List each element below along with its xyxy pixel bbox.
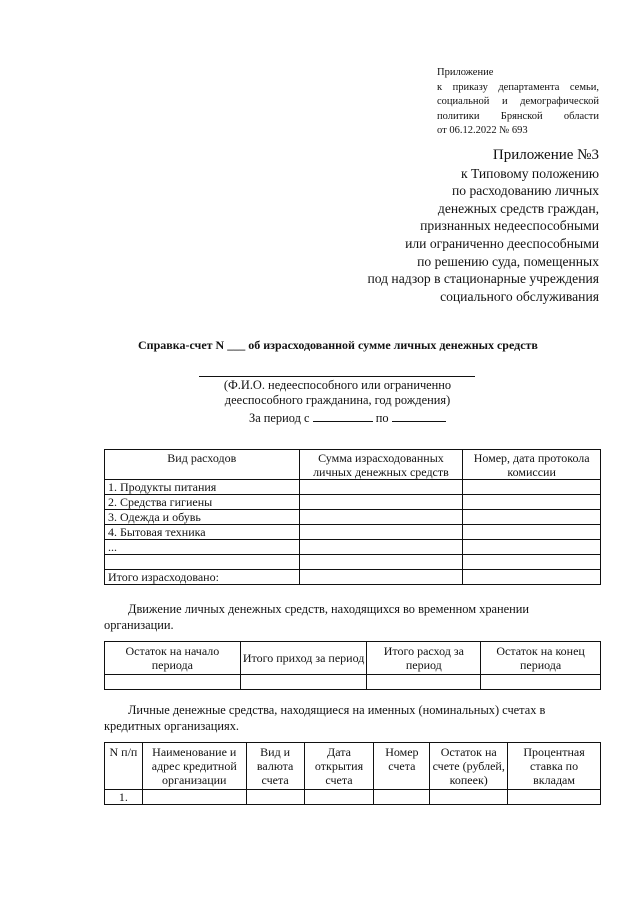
appendix-main-line: к Типовому положению (460, 165, 599, 181)
expense-type-cell: ... (105, 540, 300, 555)
header-cell: N п/п (105, 743, 143, 790)
protocol-cell[interactable] (463, 540, 601, 555)
data-cell[interactable] (508, 790, 601, 805)
movement-table (104, 641, 601, 690)
appendix-main-line: денежных средств граждан, (437, 200, 599, 216)
period-middle: по (375, 411, 389, 425)
expense-type-cell: 4. Бытовая техника (105, 525, 300, 540)
protocol-cell[interactable] (463, 480, 601, 495)
fio-caption-line: дееспособного гражданина, год рождения) (224, 393, 451, 408)
header-cell: Номер счета (374, 743, 430, 790)
expense-type-cell: 3. Одежда и обувь (105, 510, 300, 525)
amount-cell[interactable] (299, 495, 463, 510)
table-row (105, 525, 601, 540)
expense-type-cell: 2. Средства гигиены (105, 495, 300, 510)
table-header-row (105, 642, 601, 675)
header-cell: Вид расходов (105, 450, 300, 480)
table-header-row (105, 743, 601, 790)
appendix-main-line: социального обслуживания (440, 288, 599, 304)
appendix-main-line: Приложение №3 (492, 147, 599, 163)
table-row (105, 540, 601, 555)
data-cell[interactable] (142, 790, 246, 805)
table-row (105, 555, 601, 570)
protocol-cell[interactable] (463, 525, 601, 540)
data-cell[interactable] (430, 790, 508, 805)
appendix-main-line: под надзор в стационарные учреждения (367, 271, 599, 287)
expenses-table (104, 449, 601, 585)
total-protocol-cell[interactable] (463, 570, 601, 585)
table-row (105, 790, 601, 805)
period-start-blank[interactable] (313, 410, 373, 422)
fio-fill-line[interactable] (199, 376, 475, 377)
data-cell[interactable] (240, 675, 367, 690)
header-cell: Остаток на счете (рублей, копеек) (430, 743, 508, 790)
appendix-3-heading (299, 147, 599, 305)
accounts-table (104, 742, 601, 805)
data-cell[interactable] (367, 675, 481, 690)
amount-cell[interactable] (299, 555, 463, 570)
table-total-row (105, 570, 601, 585)
header-cell: Номер, дата протокола комиссии (463, 450, 601, 480)
data-cell[interactable] (304, 790, 374, 805)
period-end-blank[interactable] (392, 410, 446, 422)
fio-caption-line: (Ф.И.О. недееспособного или ограниченно (223, 378, 452, 392)
total-label-cell: Итого израсходовано: (105, 570, 300, 585)
amount-cell[interactable] (299, 480, 463, 495)
appendix-main-line: признанных недееспособными (420, 218, 599, 234)
appendix-main-line: или ограниченно дееспособными (405, 235, 599, 251)
appendix-small-line: политики Брянской области (437, 110, 599, 122)
header-cell: Итого расход за период (367, 642, 481, 675)
header-cell: Остаток на начало периода (105, 642, 241, 675)
table-header-row (105, 450, 601, 480)
appendix-order-reference (437, 66, 599, 139)
amount-cell[interactable] (299, 540, 463, 555)
appendix-small-line: от 06.12.2022 № 693 (437, 125, 528, 136)
appendix-small-line: социальной и демографической (437, 96, 599, 107)
protocol-cell[interactable] (463, 495, 601, 510)
header-cell: Итого приход за период (240, 642, 367, 675)
table-row (105, 675, 601, 690)
header-cell: Дата открытия счета (304, 743, 374, 790)
accounts-paragraph: Личные денежные средства, находящиеся на именных (номинальных) счетах в кредитных организациях. (104, 703, 546, 733)
data-cell[interactable] (105, 675, 241, 690)
document-title: Справка-счет N ___ об израсходованной сумме личных денежных средств (138, 338, 538, 352)
amount-cell[interactable] (299, 510, 463, 525)
period-line (249, 410, 446, 426)
table-row (105, 495, 601, 510)
expense-type-cell (105, 555, 300, 570)
table-row (105, 510, 601, 525)
movement-paragraph: Движение личных денежных средств, находящихся во временном хранении организации. (104, 602, 530, 632)
row-number-cell: 1. (105, 790, 143, 805)
header-cell: Сумма израсходованных личных денежных средств (299, 450, 463, 480)
fio-caption (200, 378, 475, 409)
period-prefix: За период с (249, 411, 310, 425)
table-row (105, 480, 601, 495)
data-cell[interactable] (246, 790, 304, 805)
expense-type-cell: 1. Продукты питания (105, 480, 300, 495)
protocol-cell[interactable] (463, 555, 601, 570)
appendix-main-line: по расходованию личных (451, 183, 599, 199)
header-cell: Наименование и адрес кредитной организации (142, 743, 246, 790)
data-cell[interactable] (374, 790, 430, 805)
data-cell[interactable] (481, 675, 601, 690)
appendix-small-line: к приказу департамента семьи, (437, 81, 599, 93)
protocol-cell[interactable] (463, 510, 601, 525)
amount-cell[interactable] (299, 525, 463, 540)
total-amount-cell[interactable] (299, 570, 463, 585)
header-cell: Остаток на конец периода (481, 642, 601, 675)
appendix-small-line: Приложение (437, 67, 494, 78)
appendix-main-line: по решению суда, помещенных (417, 253, 599, 269)
header-cell: Вид и валюта счета (246, 743, 304, 790)
header-cell: Процентная ставка по вкладам (508, 743, 601, 790)
